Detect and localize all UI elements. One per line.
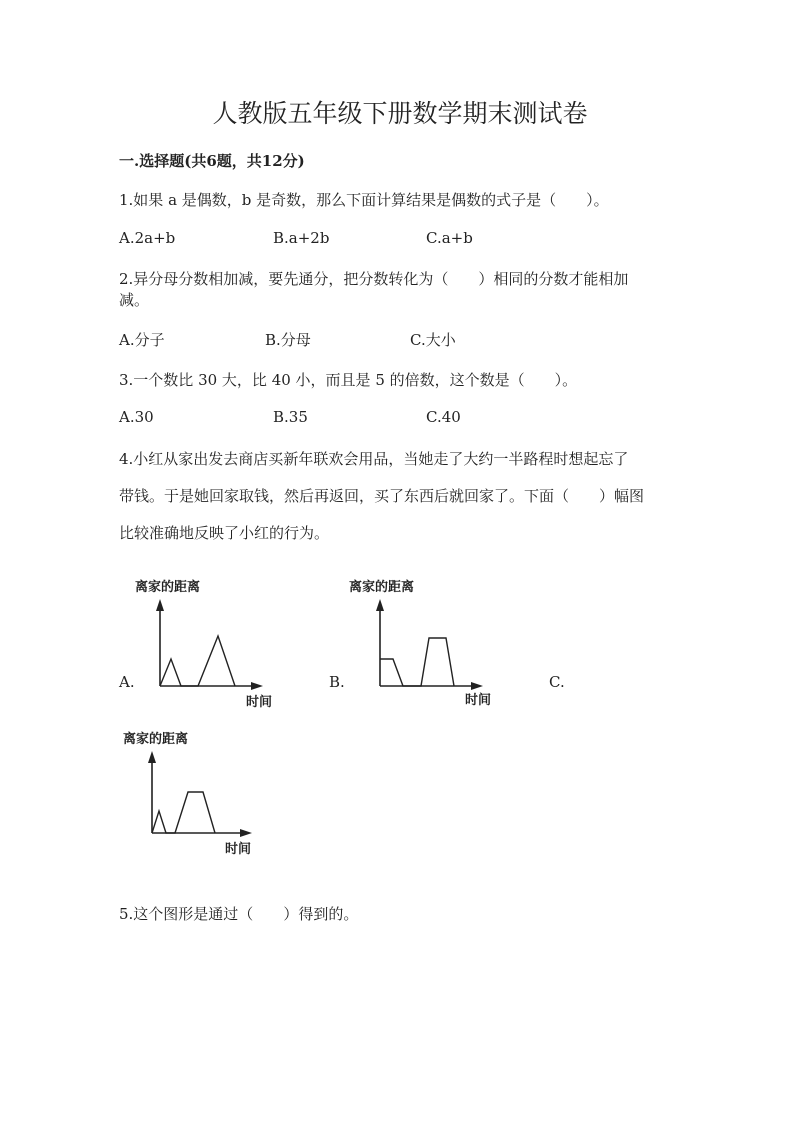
graph-a-xlabel: 时间: [246, 695, 273, 710]
question-2-line-1: 2.异分母分数相加减，要先通分，把分数转化为（ ）相同的分数才能相加: [119, 270, 629, 288]
question-1-option-c: C.a+b: [426, 229, 473, 247]
question-5-text: 5.这个图形是通过（ ）得到的。: [119, 905, 359, 923]
question-3-option-c: C.40: [426, 408, 461, 426]
graph-c-ylabel: 离家的距离: [123, 732, 189, 747]
graph-b-ylabel: 离家的距离: [349, 580, 415, 595]
graph-c-xlabel: 时间: [225, 842, 252, 857]
question-4-line-3: 比较准确地反映了小红的行为。: [119, 524, 330, 542]
question-3-option-b: B.35: [273, 408, 308, 426]
graph-option-b: [349, 575, 505, 715]
question-4-option-b-label: B.: [329, 673, 345, 691]
question-2-option-a: A.分子: [119, 331, 165, 349]
question-4-line-1: 4.小红从家出发去商店买新年联欢会用品，当她走了大约一半路程时想起忘了: [119, 450, 629, 468]
question-3-text: 3.一个数比 30 大，比 40 小，而且是 5 的倍数，这个数是（ ）。: [119, 371, 578, 389]
question-4-option-c-label: C.: [549, 673, 565, 691]
question-4-line-2: 带钱。于是她回家取钱，然后再返回，买了东西后就回家了。下面（ ）幅图: [119, 487, 645, 505]
section-heading: 一.选择题(共6题，共12分): [119, 152, 305, 170]
question-3-option-a: A.30: [119, 408, 154, 426]
graph-a-ylabel: 离家的距离: [135, 580, 201, 595]
question-2-option-c: C.大小: [410, 331, 456, 349]
graph-option-c: [123, 727, 278, 867]
question-1-text: 1.如果 a 是偶数，b 是奇数，那么下面计算结果是偶数的式子是（ ）。: [119, 191, 609, 209]
graph-a-line: [160, 636, 235, 686]
question-2-line-2: 减。: [119, 291, 150, 309]
question-1-option-a: A.2a+b: [119, 229, 176, 247]
graph-b-line: [380, 638, 454, 686]
question-4-option-a-label: A.: [119, 673, 135, 691]
graph-b-xlabel: 时间: [465, 693, 492, 708]
graph-c-line: [152, 792, 215, 833]
graph-option-a: [135, 575, 285, 715]
question-1-option-b: B.a+2b: [273, 229, 330, 247]
page-title: 人教版五年级下册数学期末测试卷: [212, 99, 588, 128]
question-2-option-b: B.分母: [265, 331, 311, 349]
